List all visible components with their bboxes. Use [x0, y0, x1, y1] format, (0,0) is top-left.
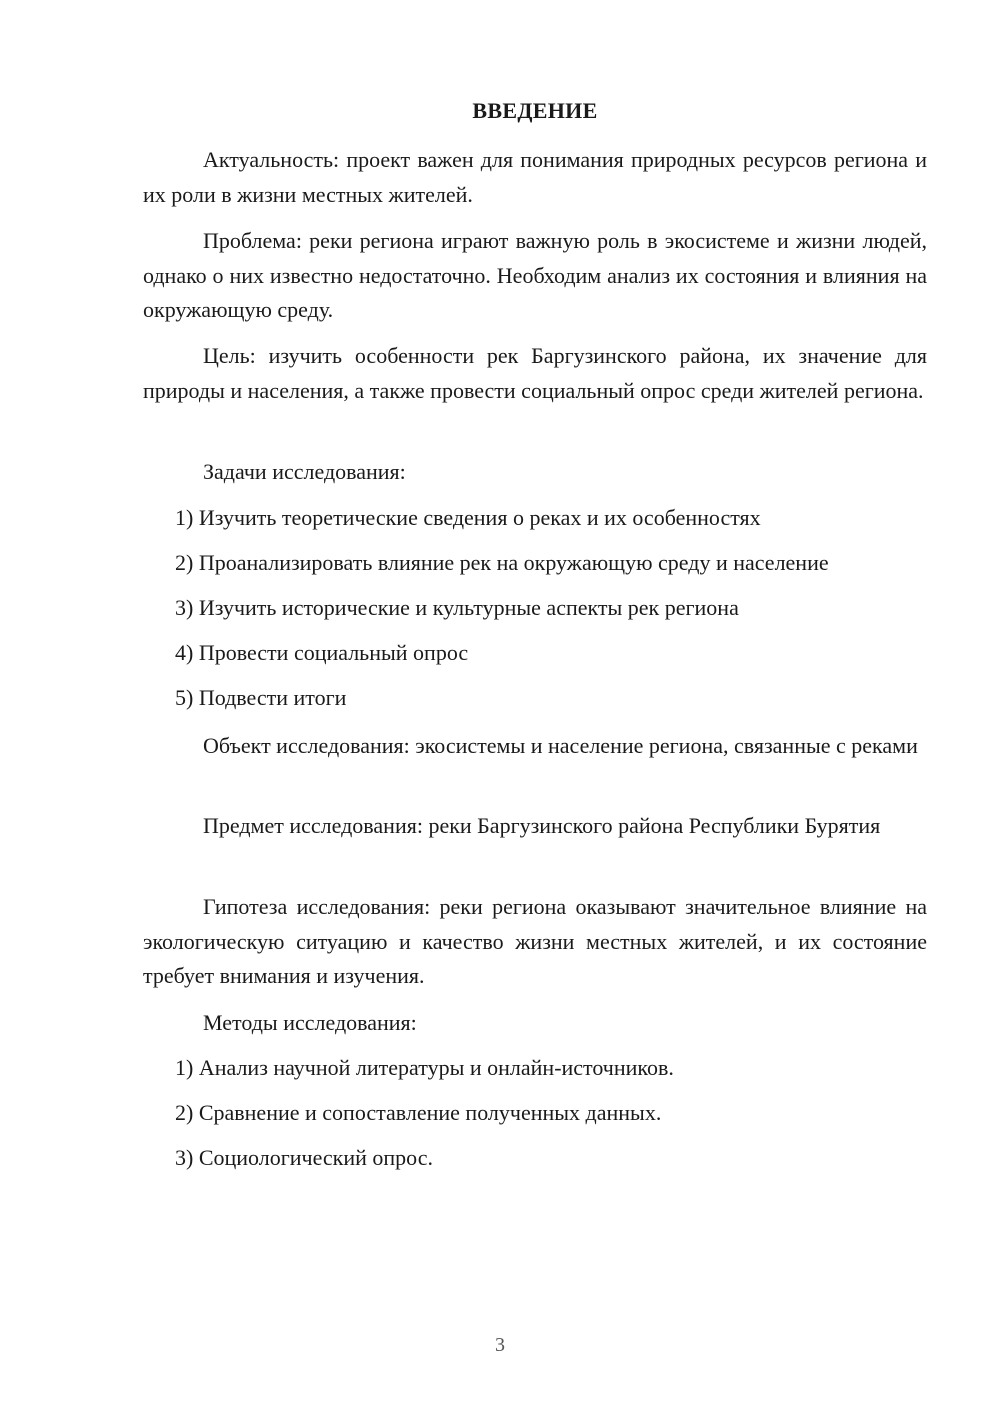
task-item: 1) Изучить теоретические сведения о реках и их особенностях	[175, 505, 761, 530]
task-item: 3) Изучить исторические и культурные аспекты рек региона	[175, 595, 739, 620]
subject-paragraph: Предмет исследования: реки Баргузинского района Республики Бурятия	[203, 813, 881, 838]
method-item: 2) Сравнение и сопоставление полученных данных.	[175, 1100, 662, 1125]
task-item: 5) Подвести итоги	[175, 685, 347, 710]
hypothesis-paragraph: Гипотеза исследования: реки региона оказывают значительное влияние на экологическую ситуацию и качество жизни местных жителей, и их состояние требует внимания и изучения.	[143, 894, 927, 988]
task-item: 4) Провести социальный опрос	[175, 640, 469, 665]
relevance-paragraph: Актуальность: проект важен для понимания природных ресурсов региона и их роли в жизни местных жителей.	[143, 147, 927, 207]
page-number: 3	[495, 1334, 505, 1356]
tasks-heading: Задачи исследования:	[203, 459, 406, 484]
method-item: 1) Анализ научной литературы и онлайн-источников.	[175, 1055, 674, 1080]
object-paragraph: Объект исследования: экосистемы и население региона, связанные с реками	[203, 733, 918, 758]
page-title: ВВЕДЕНИЕ	[472, 98, 598, 123]
method-item: 3) Социологический опрос.	[175, 1145, 433, 1170]
task-item: 2) Проанализировать влияние рек на окружающую среду и население	[175, 550, 829, 575]
problem-paragraph: Проблема: реки региона играют важную роль в экосистеме и жизни людей, однако о них известно недостаточно. Необходим анализ их состояния и влияния на окружающую среду.	[143, 228, 927, 322]
methods-heading: Методы исследования:	[203, 1010, 417, 1035]
goal-paragraph: Цель: изучить особенности рек Баргузинского района, их значение для природы и населения, а также провести социальный опрос среди жителей региона.	[143, 343, 927, 403]
